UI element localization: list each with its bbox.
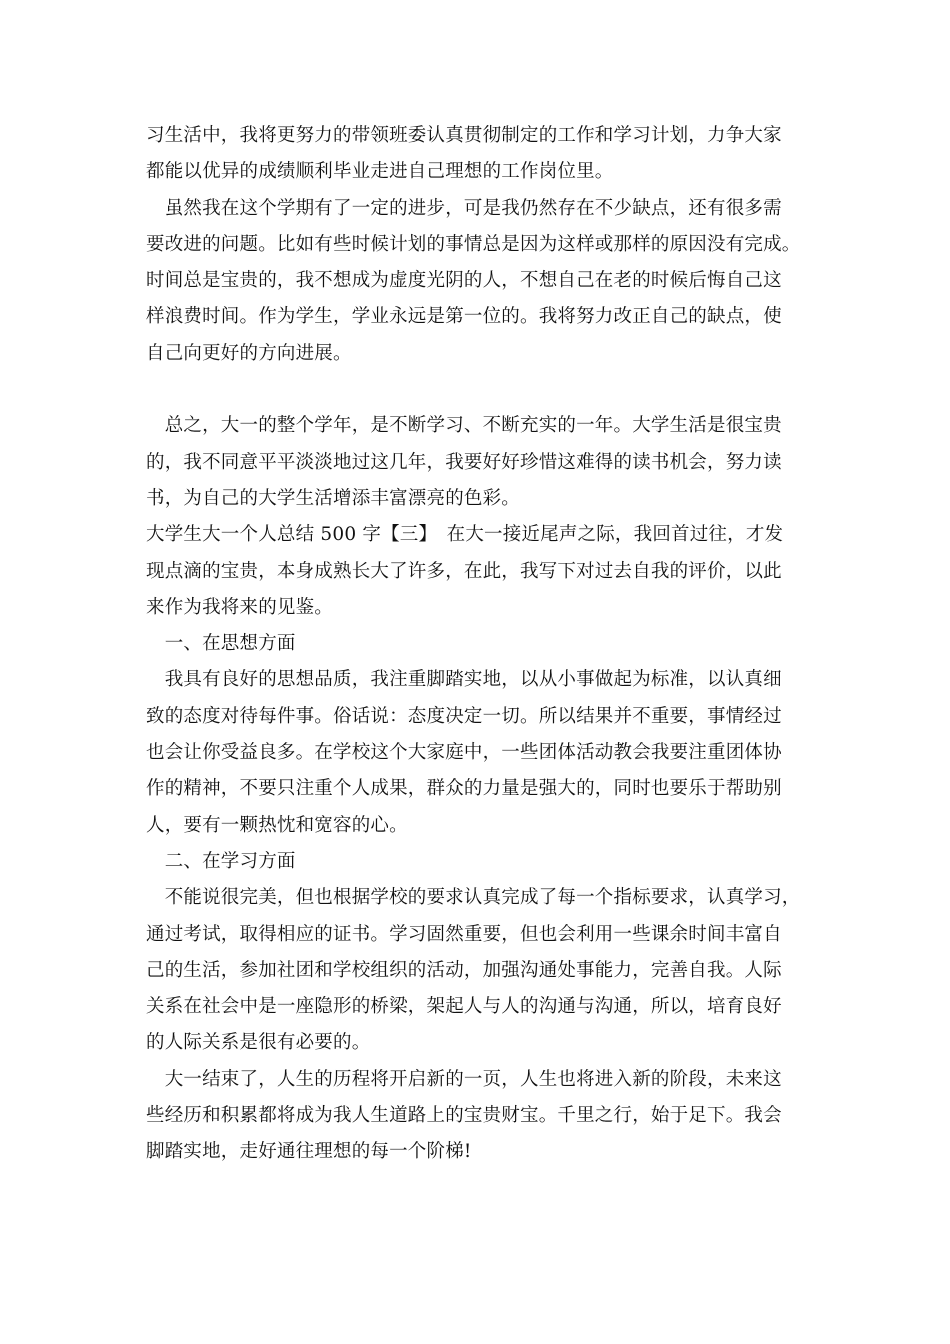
text-line: 脚踏实地，走好通往理想的每一个阶梯! — [146, 1141, 472, 1163]
text-line: 自己向更好的方向进展。 — [146, 342, 352, 364]
text-line: 作的精神，不要只注重个人成果，群众的力量是强大的，同时也要乐于帮助别 — [146, 778, 782, 800]
text-line: 习生活中，我将更努力的带领班委认真贯彻制定的工作和学习计划，力争大家 — [146, 125, 782, 146]
text-line: 不能说很完美，但也根据学校的要求认真完成了每一个指标要求，认真学习， — [146, 887, 801, 909]
text-line: 己的生活，参加社团和学校组织的活动，加强沟通处事能力，完善自我。人际 — [146, 959, 782, 981]
text-line: 书，为自己的大学生活增添丰富漂亮的色彩。 — [146, 487, 521, 509]
text-line: 来作为我将来的见鉴。 — [146, 596, 334, 618]
document-body — [146, 118, 816, 1171]
text-line: 的人际关系是很有必要的。 — [146, 1032, 371, 1054]
section-title-line: 大学生大一个人总结 500 字【三】 在大一接近尾声之际，我回首过往，才发 — [146, 524, 784, 546]
text-line: 人，要有一颗热忱和宽容的心。 — [146, 814, 408, 836]
text-line: 要改进的问题。比如有些时候计划的事情总是因为这样或那样的原因没有完成。 — [146, 233, 801, 255]
text-line: 关系在社会中是一座隐形的桥梁，架起人与人的沟通与沟通，所以，培育良好 — [146, 996, 782, 1018]
text-line: 样浪费时间。作为学生，学业永远是第一位的。我将努力改正自己的缺点，使 — [146, 306, 782, 328]
text-line: 总之，大一的整个学年，是不断学习、不断充实的一年。大学生活是很宝贵 — [146, 415, 782, 437]
text-line: 致的态度对待每件事。俗话说：态度决定一切。所以结果并不重要，事情经过 — [146, 705, 782, 727]
text-line: 我具有良好的思想品质，我注重脚踏实地，以从小事做起为标准，以认真细 — [146, 669, 782, 691]
text-line: 的，我不同意平平淡淡地过这几年，我要好好珍惜这难得的读书机会，努力读 — [146, 451, 782, 473]
blank-line — [146, 372, 816, 408]
text-line: 些经历和积累都将成为我人生道路上的宝贵财宝。千里之行，始于足下。我会 — [146, 1105, 782, 1127]
text-line: 时间总是宝贵的，我不想成为虚度光阴的人，不想自己在老的时候后悔自己这 — [146, 270, 782, 292]
text-line: 都能以优异的成绩顺利毕业走进自己理想的工作岗位里。 — [146, 161, 614, 183]
subheading-study: 二、在学习方面 — [146, 850, 296, 872]
subheading-thought: 一、在思想方面 — [146, 633, 296, 655]
text-line: 大一结束了，人生的历程将开启新的一页，人生也将进入新的阶段，未来这 — [146, 1068, 782, 1090]
text-line: 通过考试，取得相应的证书。学习固然重要，但也会利用一些课余时间丰富自 — [146, 923, 782, 945]
text-line: 虽然我在这个学期有了一定的进步，可是我仍然存在不少缺点，还有很多需 — [146, 197, 782, 219]
text-line: 现点滴的宝贵，本身成熟长大了许多，在此，我写下对过去自我的评价，以此 — [146, 560, 782, 582]
text-line: 也会让你受益良多。在学校这个大家庭中，一些团体活动教会我要注重团体协 — [146, 742, 782, 764]
